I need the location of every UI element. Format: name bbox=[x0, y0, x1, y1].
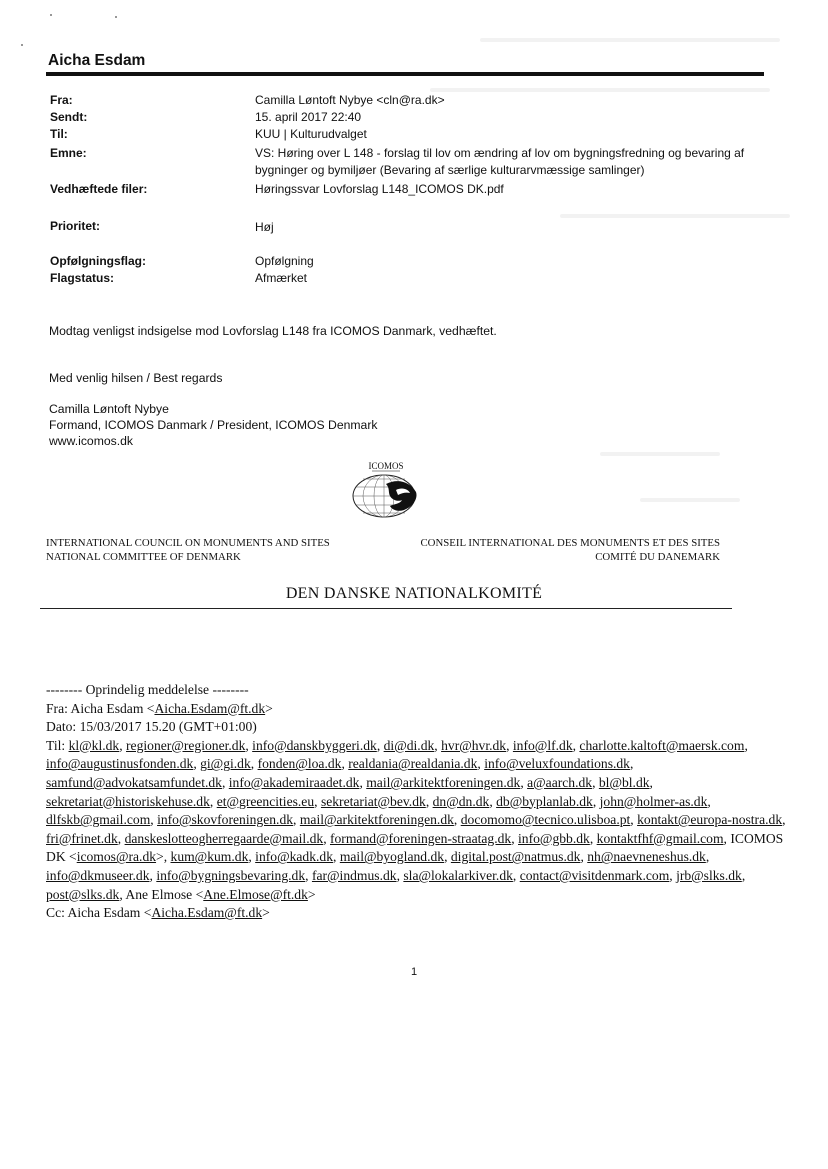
recipient-email[interactable]: jrb@slks.dk bbox=[676, 867, 742, 883]
original-divider: -------- Oprindelig meddelelse -------- bbox=[46, 682, 249, 697]
recipient-email[interactable]: kl@kl.dk bbox=[68, 737, 120, 753]
icomos-logo-text: ICOMOS bbox=[368, 461, 404, 471]
subject-label: Emne: bbox=[50, 146, 87, 160]
original-to-line: Til: kl@kl.dk, regioner@regioner.dk, info@danskbyggeri.dk, di@di.dk, hvr@hvr.dk, info@lf.dk, charlotte.kaltoft@maersk.com, info@augustinusfonden.dk, gi@gi.dk, fonden@loa.dk, realdania@realdania.dk, info@veluxfoundations.dk, samfund@advokatsamfundet.dk, info@akademiraadet.dk, mail@arkitektforeningen.dk, a@aarch.dk, bl@bl.dk, sekretariat@historiskehuse.dk, et@greencities.eu, sekretariat@bev.dk, dn@dn.dk, db@byplanlab.dk, john@holmer-as.dk, dlfskb@gmail.com, info@skovforeningen.dk, mail@arkitektforeningen.dk, docomomo@tecnico.ulisboa.pt, kontakt@europa-nostra.dk, fri@frinet.dk, danskeslotteogherregaarde@mail.dk, formand@foreningen-straatag.dk, info@gbb.dk, kontaktfhf@gmail.com, ICOMOS DK <icomos@ra.dk>, kum@kum.dk, info@kadk.dk, mail@byogland.dk, digital.post@natmus.dk, nh@naevneneshus.dk, info@dkmuseer.dk, info@bygningsbevaring.dk, far@indmus.dk, sla@lokalarkiver.dk, contact@visitdenmark.com, jrb@slks.dk, post@slks.dk, Ane Elmose <Ane.Elmose@ft.dk> bbox=[46, 737, 786, 902]
council-name-english bbox=[46, 536, 330, 564]
flag-status-label: Flagstatus: bbox=[50, 271, 115, 285]
recipient-email[interactable]: mail@byogland.dk bbox=[339, 849, 445, 865]
recipient-email[interactable]: regioner@regioner.dk bbox=[126, 737, 246, 753]
recipient-email[interactable]: di@di.dk bbox=[383, 737, 435, 753]
recipient-email[interactable]: info@danskbyggeri.dk bbox=[252, 737, 377, 753]
priority-value: Høj bbox=[255, 220, 274, 234]
original-from-prefix: Fra: Aicha Esdam < bbox=[46, 700, 155, 716]
sent-value: 15. april 2017 22:40 bbox=[255, 110, 362, 124]
recipient-email[interactable]: info@akademiraadet.dk bbox=[228, 774, 360, 790]
signature-website[interactable]: www.icomos.dk bbox=[49, 434, 133, 448]
scan-artifact bbox=[560, 214, 790, 218]
scan-speck bbox=[50, 14, 52, 16]
elmose-recipient-suffix: > bbox=[307, 886, 316, 902]
recipient-email[interactable]: icomos@ra.dk bbox=[76, 849, 157, 865]
from-value: Camilla Løntoft Nybye <cln@ra.dk> bbox=[255, 93, 445, 107]
council-line-en-1: INTERNATIONAL COUNCIL ON MONUMENTS AND SITES bbox=[46, 537, 330, 549]
recipient-email[interactable]: a@aarch.dk bbox=[527, 774, 593, 790]
recipient-email[interactable]: info@lf.dk bbox=[512, 737, 573, 753]
page-number: 1 bbox=[410, 966, 418, 978]
recipient-email[interactable]: nh@naevneneshus.dk bbox=[587, 849, 706, 865]
icomos-recipient-prefix: ICOMOS DK < bbox=[46, 830, 784, 865]
signature-name: Camilla Løntoft Nybye bbox=[49, 402, 169, 416]
recipient-email[interactable]: info@bygningsbevaring.dk bbox=[156, 867, 306, 883]
to-label: Til: bbox=[50, 127, 68, 141]
recipient-email[interactable]: post@slks.dk bbox=[46, 886, 120, 902]
recipient-email[interactable]: info@kadk.dk bbox=[255, 849, 334, 865]
recipient-email[interactable]: formand@foreningen-straatag.dk bbox=[329, 830, 512, 846]
recipient-email[interactable]: Ane.Elmose@ft.dk bbox=[203, 886, 308, 902]
recipient-email[interactable]: dn@dn.dk bbox=[432, 793, 490, 809]
header-rule bbox=[46, 72, 764, 76]
flag-status-value: Afmærket bbox=[255, 271, 308, 285]
council-name-french bbox=[382, 536, 720, 564]
scan-speck bbox=[115, 16, 117, 18]
recipient-email[interactable]: contact@visitdenmark.com bbox=[519, 867, 670, 883]
national-committee-title: DEN DANSKE NATIONALKOMITÉ bbox=[285, 585, 543, 602]
recipient-email[interactable]: info@gbb.dk bbox=[518, 830, 590, 846]
recipient-email[interactable]: hvr@hvr.dk bbox=[441, 737, 507, 753]
recipient-email[interactable]: mail@arkitektforeningen.dk bbox=[299, 812, 454, 828]
recipient-email[interactable]: fonden@loa.dk bbox=[257, 756, 342, 772]
original-cc-suffix: > bbox=[262, 905, 270, 921]
from-label: Fra: bbox=[50, 93, 73, 107]
recipient-email[interactable]: sekretariat@bev.dk bbox=[320, 793, 426, 809]
original-date: Dato: 15/03/2017 15.20 (GMT+01:00) bbox=[46, 719, 257, 735]
scan-artifact bbox=[640, 498, 740, 502]
recipient-email[interactable]: far@indmus.dk bbox=[311, 867, 397, 883]
recipient-email[interactable]: charlotte.kaltoft@maersk.com bbox=[579, 737, 745, 753]
to-value: KUU | Kulturudvalget bbox=[255, 127, 367, 141]
followup-flag-value: Opfølgning bbox=[255, 254, 314, 268]
cc-email[interactable]: Aicha.Esdam@ft.dk bbox=[151, 905, 263, 921]
original-cc-line bbox=[46, 904, 786, 923]
icomos-logo bbox=[346, 460, 426, 522]
recipient-email[interactable]: mail@arkitektforeningen.dk bbox=[366, 774, 521, 790]
original-message bbox=[46, 681, 786, 923]
recipient-email[interactable]: sla@lokalarkiver.dk bbox=[403, 867, 513, 883]
recipient-email[interactable]: kontakt@europa-nostra.dk bbox=[637, 812, 783, 828]
icomos-recipient-suffix: > bbox=[156, 849, 164, 865]
scan-artifact bbox=[600, 452, 720, 456]
message-greeting: Med venlig hilsen / Best regards bbox=[49, 371, 223, 385]
original-from-email[interactable]: Aicha.Esdam@ft.dk bbox=[154, 700, 266, 716]
original-from-line bbox=[46, 700, 786, 719]
recipient-email[interactable]: kum@kum.dk bbox=[170, 849, 249, 865]
recipient-email[interactable]: fri@frinet.dk bbox=[46, 830, 118, 846]
recipient-email[interactable]: sekretariat@historiskehuse.dk bbox=[46, 793, 210, 809]
recipient-email[interactable]: danskeslotteogherregaarde@mail.dk bbox=[124, 830, 324, 846]
recipient-email[interactable]: realdania@realdania.dk bbox=[348, 756, 478, 772]
sent-label: Sendt: bbox=[50, 110, 88, 124]
elmose-recipient-prefix: Ane Elmose < bbox=[125, 886, 204, 902]
mailbox-owner-name: Aicha Esdam bbox=[48, 52, 146, 69]
subject-value: VS: Høring over L 148 - forslag til lov om ændring af lov om bygningsfredning og bevaring af bygninger og bymiljøer (Bevaring af særlige kulturarvmæssige samlinger) bbox=[255, 146, 745, 177]
recipient-email[interactable]: docomomo@tecnico.ulisboa.pt bbox=[460, 812, 631, 828]
original-from-suffix: > bbox=[265, 700, 273, 716]
council-line-fr-1: CONSEIL INTERNATIONAL DES MONUMENTS ET DES SITES bbox=[420, 537, 720, 549]
recipient-email[interactable]: gi@gi.dk bbox=[200, 756, 251, 772]
council-line-fr-2: COMITÉ DU DANEMARK bbox=[595, 551, 720, 563]
recipient-email[interactable]: db@byplanlab.dk bbox=[496, 793, 593, 809]
attachment-file[interactable]: Høringssvar Lovforslag L148_ICOMOS DK.pdf bbox=[255, 182, 504, 196]
recipient-email[interactable]: dlfskb@gmail.com bbox=[46, 812, 151, 828]
recipient-email[interactable]: bl@bl.dk bbox=[598, 774, 650, 790]
recipient-email[interactable]: kontaktfhf@gmail.com bbox=[596, 830, 724, 846]
recipient-email[interactable]: samfund@advokatsamfundet.dk bbox=[46, 774, 222, 790]
recipient-email[interactable]: et@greencities.eu bbox=[216, 793, 315, 809]
attachments-label: Vedhæftede filer: bbox=[50, 182, 148, 196]
original-cc-prefix: Cc: Aicha Esdam < bbox=[46, 905, 152, 921]
recipient-email[interactable]: john@holmer-as.dk bbox=[599, 793, 708, 809]
recipient-email[interactable]: info@augustinusfonden.dk bbox=[46, 756, 194, 772]
recipient-email[interactable]: info@skovforeningen.dk bbox=[157, 812, 294, 828]
recipient-email[interactable]: digital.post@natmus.dk bbox=[450, 849, 581, 865]
council-line-en-2: NATIONAL COMMITTEE OF DENMARK bbox=[46, 551, 241, 563]
priority-label: Prioritet: bbox=[50, 219, 101, 233]
followup-flag-label: Opfølgningsflag: bbox=[50, 254, 146, 268]
message-intro: Modtag venligst indsigelse mod Lovforslag L148 fra ICOMOS Danmark, vedhæftet. bbox=[49, 324, 497, 338]
signature-title: Formand, ICOMOS Danmark / President, ICOMOS Denmark bbox=[49, 418, 378, 432]
recipient-email[interactable]: info@dkmuseer.dk bbox=[46, 867, 150, 883]
letterhead-rule bbox=[40, 608, 732, 609]
recipient-email[interactable]: info@veluxfoundations.dk bbox=[484, 756, 630, 772]
original-to-prefix: Til: bbox=[46, 737, 66, 753]
scan-speck bbox=[21, 44, 23, 46]
scan-artifact bbox=[480, 38, 780, 42]
